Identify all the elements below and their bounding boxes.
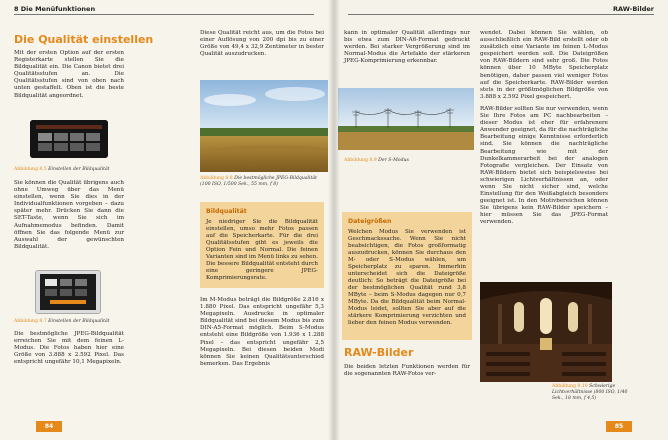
header-rule [348,14,654,15]
running-head-left: 8 Die Menüfunktionen [14,5,96,13]
figure-caption [552,384,638,402]
header-rule [14,14,314,15]
section-title-raw: RAW-Bilder [344,346,414,359]
book-gutter [328,0,340,440]
info-box-file-sizes [342,212,472,340]
figure-caption-text: Einstellen der Bildqualität [48,319,110,324]
figure-label: Abbildung 8.9 [344,158,377,163]
figure-caption [200,176,328,188]
right-column-1 [344,30,470,70]
paragraph: kann in optimaler Qualität allerdings nur bis etwa zum DIN-A6-Format gedruckt werden. Bei starker Vergrößerung sind im Normal-Modus die Artefakte der stärkeren JPEG-Komprimierung erkennbar. [344,30,470,65]
camera-lcd-photo [35,270,101,314]
figure-caption-text: Der S-Modus [378,158,409,163]
figure-caption-text: Schwierige Lichtverhältnisse (800 ISO, 1/40 Sek., 18 mm, f 4,5) [552,384,628,401]
s-mode-photo [338,88,474,150]
figure-caption-text: Einstellen der Bildqualität [48,167,110,172]
left-column-1 [14,50,124,105]
section-title-quality: Die Qualität einstellen [14,33,154,46]
paragraph: Mit der ersten Option auf der ersten Registerkarte stellen Sie die Bildqualität ein. Die Canon bietet drei Qualitätsstufen an. Die Qualitätsstufen sind von oben nach unten gestaffelt. Oben ist die beste Bildqualität angeordnet. [14,50,124,99]
left-column-2 [200,30,324,63]
paragraph: Im M-Modus beträgt die Bildgröße 2.816 x 1.880 Pixel. Das entspricht ungefähr 5,3 Megapixeln. Ausdrucke in optimaler Bildqualität sind bei diesem Modus bis zum DIN-A5-Format möglich. Beim S-Modus entsteht eine Bildgröße von 1.936 x 1.288 Pixel – das entspricht ungefähr 2,5 Megapixeln. Bei diesen beiden Modi können Sie keinen Qualitätsunterschied bemerken. Das Ergebnis [200,297,324,367]
right-column-2 [480,30,608,232]
church-interior-photo [480,282,612,382]
left-column-2b [200,297,324,373]
paragraph: Diese Qualität reicht aus, um die Fotos bei einer Auflösung von 200 dpi bis zu einer Größe von 49,4 x 32,9 Zentimeter in bester Qualität auszudrucken. [200,30,324,58]
right-page [334,0,668,440]
running-head-right: RAW-Bilder [613,5,654,13]
paragraph: wendet. Dabei können Sie wählen, ob ausschließlich ein RAW-Bild erstellt oder ob zusätzlich eine Variante im feinen L-Modus gespeichert werden soll. Die Dateigrößen von RAW-Bildern sind sehr groß. Die Fotos können über 10 MByte Speicherplatz benötigen, daher passen viel weniger Fotos auf die Speicherkarte. RAW-Bilder werden stets in der größtmöglichen Bildgröße von 3.888 x 2.592 Pixel gespeichert. [480,30,608,100]
info-box-quality [200,202,324,288]
figure-caption [344,158,470,164]
paragraph: Die bestmögliche JPEG-Bildqualität erreichen Sie mit dem feinen L-Modus. Die Fotos haben hier eine Größe von 3.888 x 2.592 Pixel. Das entspricht ungefähr 10,1 Megapixeln. [14,331,124,366]
figure-caption [14,319,124,325]
landscape-photo [200,80,328,172]
info-box-title: Dateigrößen [348,218,392,225]
page-number-left: 84 [36,421,62,432]
left-column-1c [14,331,124,371]
figure-label: Abbildung 8.7 [14,319,47,324]
paragraph: Die beiden letzten Funktionen werden für die sogenannten RAW-Fotos ver- [344,364,470,378]
figure-label: Abbildung 8.5 [14,167,47,172]
figure-caption [14,167,124,173]
info-box-title: Bildqualität [206,208,247,215]
camera-menu-screenshot [30,120,108,158]
info-box-text: Je niedriger Sie die Bildqualität einstellen, umso mehr Fotos passen auf die Speicherkarte. Für die drei Qualitätsstufen gibt es jeweils die Option Fein und Normal. Die feinen Varianten sind im Menü links zu sehen. Die bessere Bildqualität entsteht durch eine geringere JPEG-Komprimierungsrate. [206,219,318,281]
paragraph: Sie können die Qualität übrigens auch ohne Umweg über das Menü einstellen, wenn Sie dies in der Individualfunktionen vorgeben – dazu später mehr. Drücken Sie dann die SET-Taste, wenn Sie sich im Aufnahmemodus befinden. Damit öffnen Sie das folgende Menü zur Auswahl der gewünschten Bildqualität. [14,180,124,250]
paragraph: RAW-Bilder sollten Sie nur verwenden, wenn Sie Ihre Fotos am PC nachbearbeiten – dieser Modus ist eher für erfahrenere Anwender geeignet, da für die nachträgliche Bearbeitung einige Kenntnisse erforderlich sind. Sie können die nachträgliche Bearbeitung wie mit der Dunkelkammerarbeit bei der analogen Fotografie vergleichen. Der Einsatz von RAW-Bildern bietet sich beispielsweise bei schwierigen Lichtverhältnissen an, oder wenn Sie nicht sicher sind, welche Einstellung für den Weißabgleich besonders geeignet ist. In den Motivbereichen können Sie übrigens kein RAW-Bilder speichern – hier müssen Sie das JPEG-Format verwenden. [480,105,608,226]
right-column-1b [344,364,470,383]
figure-label: Abbildung 8.8 [200,176,233,181]
left-column-1b [14,180,124,256]
page-number-right: 85 [606,421,632,432]
figure-label: Abbildung 8.10 [552,384,588,389]
info-box-text: Welchen Modus Sie verwenden ist Geschmackssache. Wenn Sie nicht beabsichtigen, die Fotos großformatig auszudrucken, können Sie durchaus den M- oder S-Modus wählen, um Speicherplatz zu sparen. Immerhin unterscheidet sich die Dateigröße deutlich: So beträgt die Dateigröße bei der bestmöglichen Qualität rund 3,8 MByte – beim S-Modus dagegen nur 0,7 MByte. Da die Bildqualität beim Normal-Modus leidet, sollten Sie aber auf die stärkere Komprimierung verzichten und lieber den feinen Modus verwenden. [348,229,466,326]
figure-caption-text: Die bestmögliche JPEG-Bildqualität (100 ISO, 1/500 Sek., 55 mm, f 8) [200,176,317,187]
